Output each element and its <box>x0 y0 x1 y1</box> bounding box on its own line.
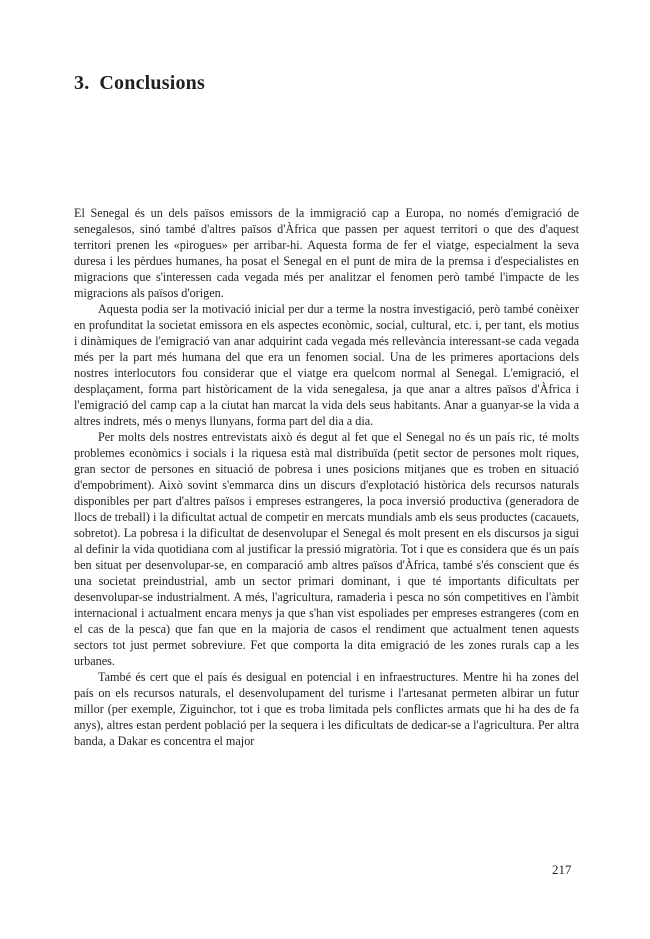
section-heading <box>74 72 205 95</box>
paragraph: També és cert que el país és desigual en potencial i en infraestructures. Mentre hi ha zones del país on els recursos naturals, el desenvolupament del turisme i l'artesanat permeten albirar un futur millor (per exemple, Ziguinchor, tot i que es troba limitada pels conflictes armats que hi ha des de fa anys), altres estan perdent població per la sequera i les dificultats de dedicar-se a l'agricultura. Per altra banda, a Dakar es concentra el major <box>74 670 579 748</box>
paragraph: Per molts dels nostres entrevistats això és degut al fet que el Senegal no és un país ric, té molts problemes econòmics i socials i la riquesa està mal distribuïda (petit sector de persones molt riques, gran sector de persones en situació de pobresa i unes posicions mitjanes que es troben en situació d'empobriment). Això sovint s'emmarca dins un discurs d'explotació històrica dels recursos naturals disponibles per part d'altres països i empreses estrangeres, la poca inversió productiva (generadora de llocs de treball) i la dificultat actual de competir en mercats mundials amb els seus productes (cacauets, sobretot). La pobresa i la dificultat de desenvolupar el Senegal és molt present en els discursos ja sigui al definir la vida quotidiana com al justificar la pressió migratòria. Tot i que es considera que és un país ben situat per desenvolupar-se, en comparació amb altres països d'Àfrica, també s'és conscient que és una societat preindustrial, amb un sector primari dominant, i que té importants dificultats per desenvolupar-se industrialment. A més, l'agricultura, ramaderia i pesca no són competitives en l'àmbit internacional i actualment encara menys ja que s'han vist espoliades per empreses estrangeres (com en el cas de la pesca) que fan que en la majoria de casos el rendiment que actualment tenen aquests sectors tot just permet sobreviure. Fet que comporta la dita emigració de les zones rurals cap a les urbanes. <box>74 430 579 668</box>
paragraph: Aquesta podia ser la motivació inicial per dur a terme la nostra investigació, però també conèixer en profunditat la societat emissora en els aspectes econòmic, social, cultural, etc. i, per tant, els motius i dinàmiques de l'emigració van anar adquirint cada vegada més rellevància interessant-se cada vegada més per la part més humana del que era un fenomen social. Una de les primeres aportacions dels nostres interlocutors fou considerar que el viatge era quelcom normal al Senegal. L'emigració, el desplaçament, forma part històricament de la vida senegalesa, ja que anar a altres països d'Àfrica i l'emigració del camp cap a la ciutat han marcat la vida dels seus habitants. Anar a guanyar-se la vida a altres indrets, més o menys llunyans, forma part del dia a dia. <box>74 302 579 428</box>
paragraph: El Senegal és un dels països emissors de la immigració cap a Europa, no només d'emigració de senegalesos, sinó també d'altres països d'Àfrica que passen per aquest territori o que des d'aquest territori prenen les «pirogues» per arribar-hi. Aquesta forma de fer el viatge, especialment la seva duresa i les pèrdues humanes, ha posat el Senegal en el punt de mira de la premsa i d'especialistes en migracions que s'interessen cada vegada més per analitzar el fenomen però també l'impacte de les migracions als països d'origen. <box>74 206 579 300</box>
body-text <box>74 205 579 749</box>
section-title: Conclusions <box>99 72 205 94</box>
page-number: 217 <box>552 862 572 877</box>
section-number: 3. <box>74 72 90 94</box>
